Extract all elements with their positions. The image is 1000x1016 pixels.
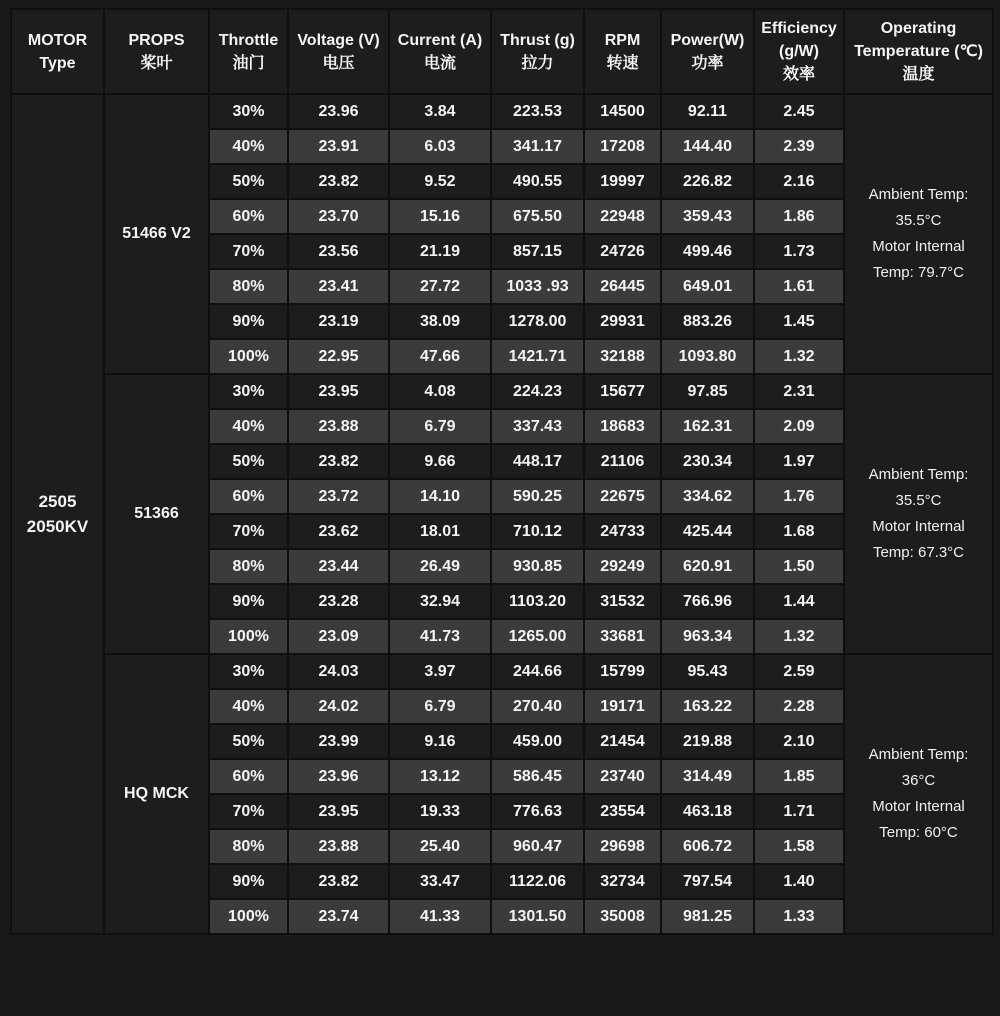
header-line: MOTOR	[27, 31, 88, 49]
temp-line: 35.5°C	[895, 212, 942, 229]
rpm-cell: 22675	[584, 479, 661, 514]
power-cell: 334.62	[661, 479, 754, 514]
header-line: Thrust (g)	[500, 31, 575, 49]
power-cell: 163.22	[661, 689, 754, 724]
table-row	[11, 94, 993, 129]
power-cell: 230.34	[661, 444, 754, 479]
throttle-cell: 40%	[209, 689, 288, 724]
efficiency-cell: 1.33	[754, 899, 844, 934]
thrust-cell: 1103.20	[491, 584, 584, 619]
temp-line: 36°C	[901, 772, 936, 789]
rpm-cell: 29698	[584, 829, 661, 864]
header-line: 油门	[232, 54, 265, 72]
voltage-cell: 23.72	[288, 479, 389, 514]
col-header-rpm	[584, 9, 661, 94]
thrust-cell: 1278.00	[491, 304, 584, 339]
efficiency-cell: 1.85	[754, 759, 844, 794]
efficiency-cell: 2.31	[754, 374, 844, 409]
rpm-cell: 19171	[584, 689, 661, 724]
temp-line: Temp: 79.7°C	[872, 264, 965, 281]
voltage-cell: 23.82	[288, 864, 389, 899]
header-line: 转速	[606, 54, 639, 72]
header-line: Voltage (V)	[297, 31, 380, 49]
current-cell: 47.66	[389, 339, 491, 374]
power-cell: 883.26	[661, 304, 754, 339]
motor-type-line: 2505	[38, 492, 77, 511]
thrust-cell: 223.53	[491, 94, 584, 129]
throttle-cell: 90%	[209, 304, 288, 339]
current-cell: 9.66	[389, 444, 491, 479]
thrust-cell: 1301.50	[491, 899, 584, 934]
power-cell: 314.49	[661, 759, 754, 794]
voltage-cell: 23.41	[288, 269, 389, 304]
prop-name-cell: 51466 V2	[104, 94, 209, 374]
rpm-cell: 23554	[584, 794, 661, 829]
rpm-cell: 18683	[584, 409, 661, 444]
rpm-cell: 32188	[584, 339, 661, 374]
temp-line: Ambient Temp:	[868, 466, 969, 483]
voltage-cell: 23.82	[288, 444, 389, 479]
col-header-props	[104, 9, 209, 94]
header-line: Temperature (℃)	[854, 43, 983, 60]
thrust-cell: 224.23	[491, 374, 584, 409]
voltage-cell: 23.96	[288, 94, 389, 129]
header-line: 电流	[423, 54, 456, 72]
current-cell: 3.97	[389, 654, 491, 689]
throttle-cell: 100%	[209, 339, 288, 374]
current-cell: 21.19	[389, 234, 491, 269]
voltage-cell: 23.88	[288, 829, 389, 864]
voltage-cell: 23.56	[288, 234, 389, 269]
current-cell: 27.72	[389, 269, 491, 304]
current-cell: 14.10	[389, 479, 491, 514]
thrust-cell: 459.00	[491, 724, 584, 759]
throttle-cell: 30%	[209, 654, 288, 689]
voltage-cell: 23.88	[288, 409, 389, 444]
temp-line: Ambient Temp:	[868, 186, 969, 203]
rpm-cell: 21106	[584, 444, 661, 479]
current-cell: 9.52	[389, 164, 491, 199]
rpm-cell: 35008	[584, 899, 661, 934]
thrust-cell: 341.17	[491, 129, 584, 164]
header-line: Throttle	[218, 31, 279, 49]
power-cell: 144.40	[661, 129, 754, 164]
efficiency-cell: 1.76	[754, 479, 844, 514]
power-cell: 606.72	[661, 829, 754, 864]
efficiency-cell: 1.73	[754, 234, 844, 269]
header-line: Power(W)	[670, 31, 745, 49]
voltage-cell: 23.96	[288, 759, 389, 794]
thrust-cell: 710.12	[491, 514, 584, 549]
col-header-efficiency	[754, 9, 844, 94]
thrust-cell: 270.40	[491, 689, 584, 724]
current-cell: 33.47	[389, 864, 491, 899]
throttle-cell: 60%	[209, 199, 288, 234]
rpm-cell: 15677	[584, 374, 661, 409]
current-cell: 6.79	[389, 409, 491, 444]
header-line: Efficiency	[761, 20, 837, 37]
prop-name-cell: 51366	[104, 374, 209, 654]
efficiency-cell: 1.40	[754, 864, 844, 899]
throttle-cell: 50%	[209, 444, 288, 479]
table-header	[11, 9, 993, 94]
throttle-cell: 30%	[209, 94, 288, 129]
rpm-cell: 14500	[584, 94, 661, 129]
rpm-cell: 26445	[584, 269, 661, 304]
current-cell: 41.33	[389, 899, 491, 934]
motor-type-cell	[11, 94, 104, 934]
voltage-cell: 23.70	[288, 199, 389, 234]
rpm-cell: 33681	[584, 619, 661, 654]
rpm-cell: 17208	[584, 129, 661, 164]
rpm-cell: 19997	[584, 164, 661, 199]
voltage-cell: 23.28	[288, 584, 389, 619]
header-line: 温度	[902, 66, 935, 83]
throttle-cell: 40%	[209, 409, 288, 444]
throttle-cell: 50%	[209, 724, 288, 759]
current-cell: 3.84	[389, 94, 491, 129]
temp-line: Temp: 60°C	[879, 824, 958, 841]
header-line: 桨叶	[140, 54, 173, 72]
rpm-cell: 29931	[584, 304, 661, 339]
throttle-cell: 70%	[209, 514, 288, 549]
current-cell: 18.01	[389, 514, 491, 549]
current-cell: 4.08	[389, 374, 491, 409]
voltage-cell: 23.19	[288, 304, 389, 339]
thrust-cell: 960.47	[491, 829, 584, 864]
rpm-cell: 23740	[584, 759, 661, 794]
voltage-cell: 23.95	[288, 794, 389, 829]
rpm-cell: 22948	[584, 199, 661, 234]
throttle-cell: 80%	[209, 549, 288, 584]
power-cell: 797.54	[661, 864, 754, 899]
efficiency-cell: 1.61	[754, 269, 844, 304]
header-line: 电压	[322, 54, 355, 72]
rpm-cell: 24733	[584, 514, 661, 549]
header-line: PROPS	[128, 31, 185, 49]
throttle-cell: 30%	[209, 374, 288, 409]
rpm-cell: 15799	[584, 654, 661, 689]
temp-line: 35.5°C	[895, 492, 942, 509]
power-cell: 95.43	[661, 654, 754, 689]
rpm-cell: 29249	[584, 549, 661, 584]
thrust-cell: 1265.00	[491, 619, 584, 654]
power-cell: 1093.80	[661, 339, 754, 374]
power-cell: 97.85	[661, 374, 754, 409]
thrust-cell: 448.17	[491, 444, 584, 479]
header-line: (g/W)	[779, 43, 819, 60]
header-line: 拉力	[521, 54, 554, 72]
temp-line: Temp: 67.3°C	[872, 544, 965, 561]
efficiency-cell: 1.45	[754, 304, 844, 339]
header-line: 功率	[691, 54, 724, 72]
efficiency-cell: 1.50	[754, 549, 844, 584]
thrust-cell: 1421.71	[491, 339, 584, 374]
thrust-cell: 1033 .93	[491, 269, 584, 304]
throttle-cell: 80%	[209, 829, 288, 864]
thrust-cell: 776.63	[491, 794, 584, 829]
voltage-cell: 24.03	[288, 654, 389, 689]
operating-temp-cell	[844, 654, 993, 934]
voltage-cell: 23.95	[288, 374, 389, 409]
efficiency-cell: 2.16	[754, 164, 844, 199]
current-cell: 25.40	[389, 829, 491, 864]
table-row	[11, 374, 993, 409]
voltage-cell: 24.02	[288, 689, 389, 724]
efficiency-cell: 2.39	[754, 129, 844, 164]
current-cell: 38.09	[389, 304, 491, 339]
motor-type-line: 2050KV	[26, 517, 89, 536]
power-cell: 766.96	[661, 584, 754, 619]
rpm-cell: 32734	[584, 864, 661, 899]
voltage-cell: 23.09	[288, 619, 389, 654]
header-line: Current (A)	[397, 31, 483, 49]
current-cell: 13.12	[389, 759, 491, 794]
power-cell: 92.11	[661, 94, 754, 129]
operating-temp-cell	[844, 374, 993, 654]
voltage-cell: 23.44	[288, 549, 389, 584]
throttle-cell: 40%	[209, 129, 288, 164]
col-header-current	[389, 9, 491, 94]
efficiency-cell: 1.97	[754, 444, 844, 479]
spec-table	[10, 8, 994, 935]
throttle-cell: 50%	[209, 164, 288, 199]
rpm-cell: 24726	[584, 234, 661, 269]
header-line: 效率	[782, 66, 815, 83]
thrust-cell: 337.43	[491, 409, 584, 444]
power-cell: 981.25	[661, 899, 754, 934]
throttle-cell: 70%	[209, 234, 288, 269]
throttle-cell: 70%	[209, 794, 288, 829]
motor-test-table	[10, 8, 994, 935]
throttle-cell: 90%	[209, 864, 288, 899]
header-row	[11, 9, 993, 94]
voltage-cell: 23.74	[288, 899, 389, 934]
efficiency-cell: 1.58	[754, 829, 844, 864]
throttle-cell: 60%	[209, 759, 288, 794]
thrust-cell: 857.15	[491, 234, 584, 269]
power-cell: 963.34	[661, 619, 754, 654]
power-cell: 219.88	[661, 724, 754, 759]
current-cell: 26.49	[389, 549, 491, 584]
efficiency-cell: 1.68	[754, 514, 844, 549]
power-cell: 499.46	[661, 234, 754, 269]
voltage-cell: 23.99	[288, 724, 389, 759]
temp-line: Motor Internal	[872, 798, 965, 815]
power-cell: 359.43	[661, 199, 754, 234]
throttle-cell: 80%	[209, 269, 288, 304]
current-cell: 9.16	[389, 724, 491, 759]
prop-name-cell: HQ MCK	[104, 654, 209, 934]
efficiency-cell: 2.10	[754, 724, 844, 759]
throttle-cell: 60%	[209, 479, 288, 514]
efficiency-cell: 1.32	[754, 619, 844, 654]
throttle-cell: 100%	[209, 899, 288, 934]
col-header-thrust	[491, 9, 584, 94]
thrust-cell: 586.45	[491, 759, 584, 794]
power-cell: 162.31	[661, 409, 754, 444]
rpm-cell: 21454	[584, 724, 661, 759]
col-header-throttle	[209, 9, 288, 94]
thrust-cell: 930.85	[491, 549, 584, 584]
throttle-cell: 90%	[209, 584, 288, 619]
header-line: Type	[39, 54, 76, 72]
efficiency-cell: 2.45	[754, 94, 844, 129]
temp-line: Ambient Temp:	[868, 746, 969, 763]
efficiency-cell: 2.09	[754, 409, 844, 444]
current-cell: 19.33	[389, 794, 491, 829]
voltage-cell: 22.95	[288, 339, 389, 374]
col-header-voltage	[288, 9, 389, 94]
table-body	[11, 94, 993, 934]
col-header-motor-type	[11, 9, 104, 94]
temp-line: Motor Internal	[872, 518, 965, 535]
voltage-cell: 23.91	[288, 129, 389, 164]
rpm-cell: 31532	[584, 584, 661, 619]
efficiency-cell: 1.71	[754, 794, 844, 829]
efficiency-cell: 2.59	[754, 654, 844, 689]
thrust-cell: 590.25	[491, 479, 584, 514]
header-line: RPM	[604, 31, 641, 49]
power-cell: 463.18	[661, 794, 754, 829]
current-cell: 6.79	[389, 689, 491, 724]
operating-temp-cell	[844, 94, 993, 374]
temp-line: Motor Internal	[872, 238, 965, 255]
thrust-cell: 244.66	[491, 654, 584, 689]
current-cell: 15.16	[389, 199, 491, 234]
efficiency-cell: 1.32	[754, 339, 844, 374]
power-cell: 620.91	[661, 549, 754, 584]
current-cell: 6.03	[389, 129, 491, 164]
current-cell: 41.73	[389, 619, 491, 654]
table-row	[11, 654, 993, 689]
efficiency-cell: 1.86	[754, 199, 844, 234]
power-cell: 425.44	[661, 514, 754, 549]
power-cell: 649.01	[661, 269, 754, 304]
thrust-cell: 1122.06	[491, 864, 584, 899]
col-header-temperature	[844, 9, 993, 94]
power-cell: 226.82	[661, 164, 754, 199]
voltage-cell: 23.62	[288, 514, 389, 549]
thrust-cell: 675.50	[491, 199, 584, 234]
throttle-cell: 100%	[209, 619, 288, 654]
header-line: Operating	[880, 20, 957, 37]
current-cell: 32.94	[389, 584, 491, 619]
col-header-power	[661, 9, 754, 94]
thrust-cell: 490.55	[491, 164, 584, 199]
voltage-cell: 23.82	[288, 164, 389, 199]
efficiency-cell: 2.28	[754, 689, 844, 724]
efficiency-cell: 1.44	[754, 584, 844, 619]
